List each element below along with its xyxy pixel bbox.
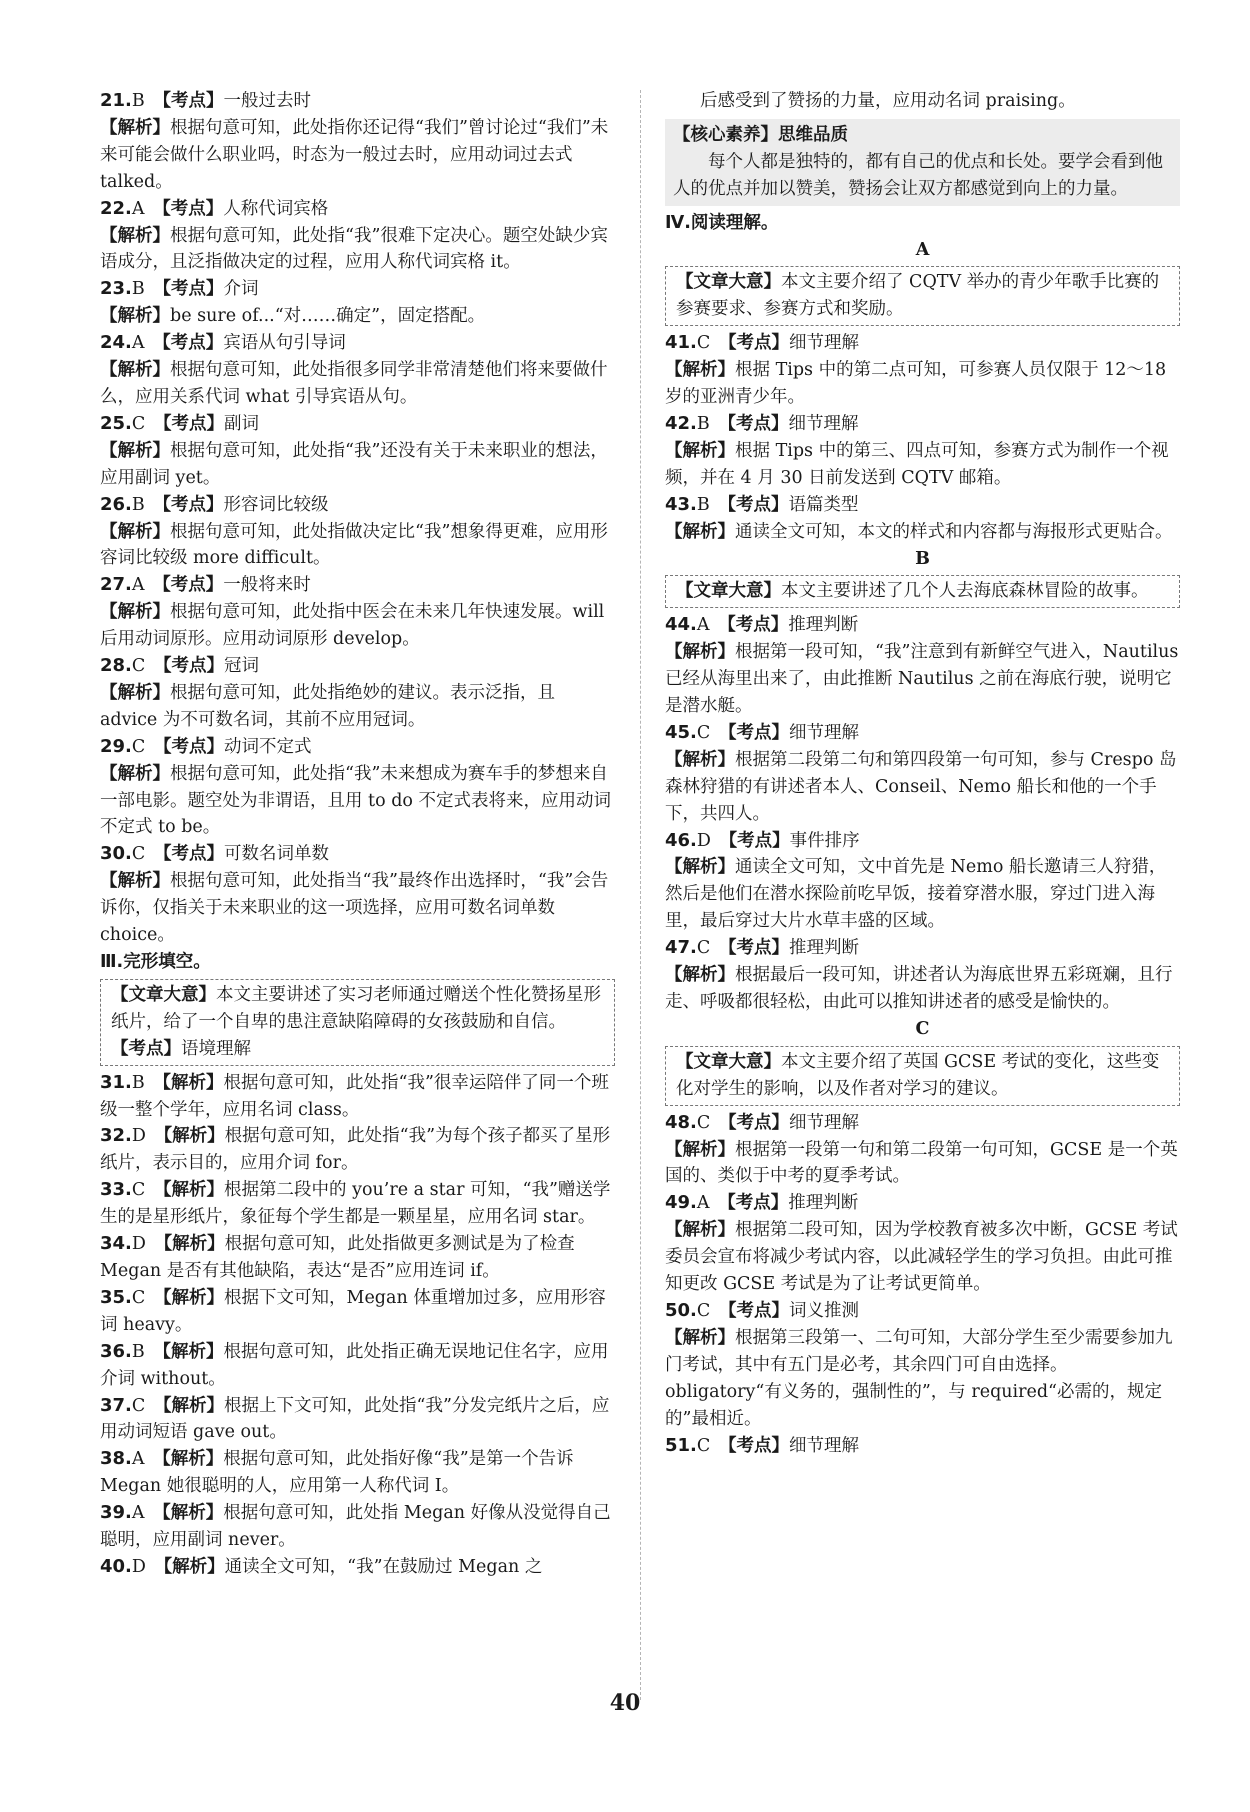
summary-box xyxy=(100,979,615,1066)
answer-letter: D xyxy=(131,1556,146,1577)
kaodian-text: 宾语从句引导词 xyxy=(223,333,346,354)
kaodian-text: 一般将来时 xyxy=(223,575,311,596)
kaodian-label: 【考点】 xyxy=(718,413,789,434)
explanation-text: 通读全文可知，文中首先是 Nemo 船长邀请三人狩猎，然后是他们在潜水探险前吃早饭，接着穿潜水服，穿过门进入海里，最后穿过大片水草丰盛的区域。 xyxy=(665,857,1167,932)
summary-line xyxy=(111,982,604,1036)
answer-letter: C xyxy=(696,722,711,743)
jiexi-label: 【解析】 xyxy=(153,1341,224,1362)
jiexi-label: 【解析】 xyxy=(153,1072,224,1093)
kaodian-text: 动词不定式 xyxy=(224,736,312,757)
question-number: 49. xyxy=(665,1192,697,1214)
answer-item xyxy=(100,841,615,868)
explanation-text: 根据下文可知，Megan 体重增加过多，应用形容词 heavy。 xyxy=(100,1287,606,1335)
explanation-text: 根据第三段第一、二句可知，大部分学生至少需要参加九门考试，其中有五门是必考，其余四门可自由选择。obligatory“有义务的，强制性的”，与 required“必需的，规定的”最相近。 xyxy=(665,1327,1173,1429)
question-number: 25. xyxy=(100,412,132,434)
explanation xyxy=(100,357,615,411)
explanation xyxy=(665,1325,1180,1433)
answer-letter: B xyxy=(131,91,145,111)
kaodian-text: 细节理解 xyxy=(789,722,860,743)
summary-label: 【文章大意】 xyxy=(676,272,781,293)
answer-item xyxy=(100,1339,615,1393)
explanation xyxy=(665,438,1180,492)
question-number: 46. xyxy=(665,829,697,851)
answer-item xyxy=(100,1554,615,1581)
kaodian-label: 【考点】 xyxy=(153,91,224,111)
question-number: 31. xyxy=(100,1071,132,1093)
answer-letter: C xyxy=(131,844,146,865)
jiexi-label: 【解析】 xyxy=(154,1180,225,1201)
kaodian-label: 【考点】 xyxy=(153,198,224,219)
summary-text: 本文主要讲述了实习老师通过赠送个性化赞扬星形纸片，给了一个自卑的患注意缺陷障碍的女孩鼓励和自信。 xyxy=(111,984,601,1032)
kaodian-text: 介词 xyxy=(223,279,259,300)
explanation-text: 根据句意可知，此处指好像“我”是第一个告诉 Megan 她很聪明的人，应用第一人称代词 I。 xyxy=(100,1449,574,1497)
core-heading xyxy=(673,122,1172,149)
answer-item xyxy=(100,1177,615,1231)
jiexi-label: 【解析】 xyxy=(100,225,170,246)
question-number: 45. xyxy=(665,721,697,743)
answer-item xyxy=(100,276,615,303)
question-number: 42. xyxy=(665,412,697,434)
answer-item xyxy=(100,1285,615,1339)
question-number: 21. xyxy=(100,90,132,111)
explanation-text: be sure of...“对……确定”，固定搭配。 xyxy=(170,306,486,327)
question-number: 32. xyxy=(100,1125,132,1147)
kaodian-text: 一般过去时 xyxy=(223,91,312,111)
answer-item xyxy=(100,411,615,438)
answer-item xyxy=(665,1298,1180,1325)
answer-letter: D xyxy=(131,1126,146,1147)
section-title: Ⅳ.阅读理解。 xyxy=(665,212,779,233)
question-number: 27. xyxy=(100,574,132,596)
explanation-text: 根据第二段第二句和第四段第一句可知，参与 Crespo 岛森林狩猎的有讲述者本人、Conseil、Nemo 船长和他的一个手下，共四人。 xyxy=(665,749,1177,824)
kaodian-text: 人称代词宾格 xyxy=(223,198,329,219)
kaodian-label: 【考点】 xyxy=(154,736,225,757)
answer-item xyxy=(100,1500,615,1554)
jiexi-label: 【解析】 xyxy=(153,1503,224,1524)
explanation-text: 根据第二段中的 you’re a star 可知，“我”赠送学生的是星形纸片，象征每个学生都是一颗星星，应用名词 star。 xyxy=(100,1180,611,1228)
explanation-text: 根据 Tips 中的第二点可知，可参赛人员仅限于 12～18 岁的亚洲青少年。 xyxy=(665,360,1167,408)
explanation xyxy=(665,1137,1180,1191)
summary-box xyxy=(665,266,1180,326)
kaodian-label: 【考点】 xyxy=(718,1193,789,1214)
kaodian-text: 语篇类型 xyxy=(788,494,859,515)
answer-item xyxy=(665,492,1180,519)
jiexi-label: 【解析】 xyxy=(100,521,170,542)
kaodian-label: 【考点】 xyxy=(719,333,790,354)
question-number: 51. xyxy=(665,1434,697,1456)
question-number: 40. xyxy=(100,1555,132,1577)
explanation-text: 根据句意可知，此处指“我”未来想成为赛车手的梦想来自一部电影。题空处为非谓语，且用 to do 不定式表将来，应用动词不定式 to be。 xyxy=(100,763,611,838)
jiexi-label: 【解析】 xyxy=(100,763,170,784)
explanation-text: 根据句意可知，此处指绝妙的建议。表示泛指，且 advice 为不可数名词，其前不应用冠词。 xyxy=(100,682,555,730)
explanation xyxy=(100,519,615,573)
question-number: 37. xyxy=(100,1394,132,1416)
question-number: 24. xyxy=(100,332,132,354)
answer-item xyxy=(100,1231,615,1285)
answer-letter: B xyxy=(131,494,145,515)
question-number: 33. xyxy=(100,1179,132,1201)
kaodian-text: 推理判断 xyxy=(788,615,859,636)
answer-item xyxy=(665,1110,1180,1137)
explanation-text: 根据 Tips 中的第三、四点可知，参赛方式为制作一个视频，并在 4 月 30 日前发送到 CQTV 邮箱。 xyxy=(665,440,1169,488)
explanation xyxy=(100,680,615,734)
kaodian-label: 【考点】 xyxy=(153,494,224,515)
kaodian-text: 副词 xyxy=(224,413,260,434)
explanation xyxy=(100,438,615,492)
question-number: 36. xyxy=(100,1340,132,1362)
question-number: 43. xyxy=(665,493,697,515)
kaodian-text: 细节理解 xyxy=(789,1112,860,1133)
explanation-text: 通读全文可知，“我”在鼓励过 Megan 之 xyxy=(224,1556,543,1577)
explanation-text: 根据句意可知，此处指“我”还没有关于未来职业的想法，应用副词 yet。 xyxy=(100,440,608,488)
kaodian-text: 推理判断 xyxy=(788,1193,859,1214)
answer-item xyxy=(665,1190,1180,1217)
answer-letter: C xyxy=(131,413,146,434)
answer-letter: B xyxy=(131,279,145,300)
section-title: Ⅲ.完形填空。 xyxy=(100,952,211,972)
summary-text: 本文主要介绍了 CQTV 举办的青少年歌手比赛的参赛要求、参赛方式和奖励。 xyxy=(676,272,1160,320)
kaodian-label: 【考点】 xyxy=(718,494,789,515)
answer-letter: B xyxy=(131,1341,145,1362)
column-divider xyxy=(640,90,641,1700)
jiexi-label: 【解析】 xyxy=(665,521,735,542)
kaodian-label: 【考点】 xyxy=(153,575,224,596)
explanation xyxy=(665,854,1180,935)
kaodian-label: 【考点】 xyxy=(719,1435,790,1456)
explanation-text: 根据第一段第一句和第二段第一句可知，GCSE 是一个英国的、类似于中考的夏季考试。 xyxy=(665,1139,1178,1187)
answer-item xyxy=(100,330,615,357)
answer-letter: C xyxy=(131,1395,146,1416)
explanation-text: 根据句意可知，此处指“我”为每个孩子都买了星形纸片，表示目的，应用介词 for。 xyxy=(100,1126,611,1174)
kaodian-text: 冠词 xyxy=(224,656,260,677)
kaodian-text: 细节理解 xyxy=(788,413,859,434)
summary-label: 【文章大意】 xyxy=(676,1051,781,1072)
explanation-text: 通读全文可知，本文的样式和内容都与海报形式更贴合。 xyxy=(735,521,1173,542)
jiexi-label: 【解析】 xyxy=(665,440,735,461)
jiexi-label: 【解析】 xyxy=(665,749,735,770)
jiexi-label: 【解析】 xyxy=(154,1395,225,1416)
kaodian-label: 【考点】 xyxy=(153,333,224,354)
question-number: 47. xyxy=(665,937,697,959)
answer-item xyxy=(100,196,615,223)
answer-letter: C xyxy=(696,1435,711,1456)
kaodian-label: 【考点】 xyxy=(719,1300,790,1321)
question-number: 29. xyxy=(100,735,132,757)
question-number: 39. xyxy=(100,1502,132,1524)
explanation-continuation: 后感受到了赞扬的力量，应用动名词 praising。 xyxy=(700,91,1076,111)
answer-letter: C xyxy=(696,938,711,959)
question-number: 44. xyxy=(665,614,697,636)
answer-letter: A xyxy=(131,198,145,219)
jiexi-label: 【解析】 xyxy=(154,1126,225,1147)
summary-label: 【文章大意】 xyxy=(676,581,781,602)
summary-box xyxy=(665,1046,1180,1106)
explanation xyxy=(665,639,1180,720)
answer-letter: A xyxy=(696,615,710,636)
passage-letter: A xyxy=(915,239,930,260)
explanation xyxy=(100,868,615,949)
jiexi-label: 【解析】 xyxy=(100,440,170,461)
kaodian-text: 形容词比较级 xyxy=(223,494,329,515)
kaodian-label: 【考点】 xyxy=(719,1112,790,1133)
explanation xyxy=(100,223,615,277)
core-literacy-box xyxy=(665,119,1180,206)
kaodian-text: 推理判断 xyxy=(789,938,860,959)
explanation xyxy=(100,761,615,842)
answer-letter: D xyxy=(131,1234,146,1255)
explanation xyxy=(665,519,1180,546)
kaodian-text: 词义推测 xyxy=(789,1300,860,1321)
answer-letter: C xyxy=(696,1300,711,1321)
summary-label: 【文章大意】 xyxy=(111,984,216,1005)
kaodian-text: 语境理解 xyxy=(181,1038,251,1059)
answer-item xyxy=(100,734,615,761)
answer-letter: B xyxy=(696,413,710,434)
explanation xyxy=(100,303,615,330)
question-number: 26. xyxy=(100,493,132,515)
jiexi-label: 【解析】 xyxy=(665,1327,735,1348)
kaodian-label: 【考点】 xyxy=(154,656,225,677)
question-number: 23. xyxy=(100,278,132,300)
jiexi-label: 【解析】 xyxy=(665,965,735,986)
kaodian-line xyxy=(111,1036,604,1063)
kaodian-text: 细节理解 xyxy=(789,333,860,354)
question-number: 38. xyxy=(100,1448,132,1470)
jiexi-label: 【解析】 xyxy=(154,1234,225,1255)
summary-text: 本文主要讲述了几个人去海底森林冒险的故事。 xyxy=(781,581,1149,602)
answer-item xyxy=(100,572,615,599)
kaodian-label: 【考点】 xyxy=(719,938,790,959)
question-number: 34. xyxy=(100,1233,132,1255)
answer-item xyxy=(100,1446,615,1500)
kaodian-label: 【考点】 xyxy=(154,844,225,865)
question-number: 35. xyxy=(100,1286,132,1308)
answer-item xyxy=(665,828,1180,855)
answer-letter: B xyxy=(696,494,710,515)
question-number: 28. xyxy=(100,655,132,677)
explanation-text: 根据第二段可知，因为学校教育被多次中断，GCSE 考试委员会宣布将减少考试内容，以此减轻学生的学习负担。由此可推知更改 GCSE 考试是为了让考试更简单。 xyxy=(665,1220,1178,1295)
answer-letter: A xyxy=(131,575,145,596)
answer-letter: D xyxy=(696,830,711,851)
right-column xyxy=(665,88,1180,1459)
kaodian-label: 【考点】 xyxy=(154,413,225,434)
answer-item xyxy=(665,612,1180,639)
answer-item xyxy=(665,330,1180,357)
question-number: 41. xyxy=(665,332,697,354)
question-number: 30. xyxy=(100,843,132,865)
answer-item xyxy=(100,1123,615,1177)
explanation xyxy=(665,1217,1180,1298)
explanation-text: 根据句意可知，此处指“我”很幸运陪伴了同一个班级一整个学年，应用名词 class。 xyxy=(100,1072,609,1120)
jiexi-label: 【解析】 xyxy=(153,1449,224,1470)
explanation-text: 根据最后一段可知，讲述者认为海底世界五彩斑斓，且行走、呼吸都很轻松，由此可以推知讲述者的感受是愉快的。 xyxy=(665,965,1173,1012)
explanation-text: 根据句意可知，此处指做更多测试是为了检查 Megan 是否有其他缺陷，表达“是否”应用连词 if。 xyxy=(100,1234,575,1281)
summary-box xyxy=(665,575,1180,608)
kaodian-label: 【考点】 xyxy=(719,722,790,743)
explanation-text: 根据句意可知，此处指 Megan 好像从没觉得自己聪明，应用副词 never。 xyxy=(100,1503,611,1551)
explanation-text: 根据句意可知，此处指“我”很难下定决心。题空处缺少宾语成分，且泛指做决定的过程，应用人称代词宾格 it。 xyxy=(100,225,608,273)
explanation xyxy=(665,357,1180,411)
answer-letter: C xyxy=(131,1287,146,1308)
passage-letter: B xyxy=(915,548,930,569)
kaodian-text: 事件排序 xyxy=(789,830,860,851)
explanation-text: 根据句意可知，此处指当“我”最终作出选择时，“我”会告诉你，仅指关于未来职业的这一项选择，应用可数名词单数 choice。 xyxy=(100,871,609,946)
kaodian-label: 【考点】 xyxy=(111,1038,181,1059)
jiexi-label: 【解析】 xyxy=(100,682,170,703)
core-body: 每个人都是独特的，都有自己的优点和长处。要学会看到他人的优点并加以赞美，赞扬会让双方都感觉到向上的力量。 xyxy=(673,151,1163,199)
question-number: 50. xyxy=(665,1299,697,1321)
answer-letter: A xyxy=(131,1503,145,1524)
question-number: 48. xyxy=(665,1111,697,1133)
summary-text: 本文主要介绍了英国 GCSE 考试的变化，这些变化对学生的影响，以及作者对学习的建议。 xyxy=(676,1051,1160,1099)
passage-letter: C xyxy=(915,1018,930,1039)
answer-item xyxy=(100,653,615,680)
jiexi-label: 【解析】 xyxy=(665,1220,735,1241)
answer-letter: C xyxy=(131,656,146,677)
left-column xyxy=(100,88,615,1581)
answer-letter: C xyxy=(131,736,146,757)
answer-letter: C xyxy=(131,1180,146,1201)
answer-letter: B xyxy=(131,1072,145,1093)
answer-letter: C xyxy=(696,1112,711,1133)
explanation-text: 根据第一段可知，“我”注意到有新鲜空气进入，Nautilus 已经从海里出来了，由此推断 Nautilus 之前在海底行驶，说明它是潜水艇。 xyxy=(665,642,1179,717)
explanation xyxy=(665,962,1180,1016)
answer-item xyxy=(100,88,615,115)
jiexi-label: 【解析】 xyxy=(100,360,170,381)
answer-item xyxy=(665,935,1180,962)
kaodian-label: 【考点】 xyxy=(153,279,224,300)
kaodian-text: 细节理解 xyxy=(789,1435,860,1456)
jiexi-label: 【解析】 xyxy=(100,602,170,623)
explanation-text: 根据上下文可知，此处指“我”分发完纸片之后，应用动词短语 gave out。 xyxy=(100,1395,610,1443)
jiexi-label: 【解析】 xyxy=(665,642,735,663)
explanation-text: 根据句意可知，此处指很多同学非常清楚他们将来要做什么，应用关系代词 what 引导宾语从句。 xyxy=(100,360,608,407)
answer-letter: A xyxy=(696,1193,710,1214)
jiexi-label: 【解析】 xyxy=(154,1287,225,1308)
answer-item xyxy=(665,411,1180,438)
explanation xyxy=(100,115,615,196)
explanation-text: 根据句意可知，此处指正确无误地记住名字，应用介词 without。 xyxy=(100,1341,609,1389)
jiexi-label: 【解析】 xyxy=(100,306,170,327)
jiexi-label: 【解析】 xyxy=(154,1556,225,1577)
kaodian-label: 【考点】 xyxy=(718,615,789,636)
question-number: 22. xyxy=(100,197,132,219)
jiexi-label: 【解析】 xyxy=(665,360,735,381)
answer-item xyxy=(100,1393,615,1447)
answer-letter: A xyxy=(131,1449,145,1470)
page-number: 40 xyxy=(609,1690,641,1716)
explanation xyxy=(665,747,1180,828)
jiexi-label: 【解析】 xyxy=(100,117,170,138)
explanation-text: 根据句意可知，此处指做决定比“我”想象得更难，应用形容词比较级 more difficult。 xyxy=(100,521,608,569)
jiexi-label: 【解析】 xyxy=(665,1139,735,1160)
kaodian-label: 【考点】 xyxy=(719,830,790,851)
core-title: 思维品质 xyxy=(778,124,848,145)
answer-item xyxy=(100,492,615,519)
core-label: 【核心素养】 xyxy=(673,124,778,145)
explanation-text: 根据句意可知，此处指中医会在未来几年快速发展。will 后用动词原形。应用动词原形 develop。 xyxy=(100,602,605,650)
kaodian-text: 可数名词单数 xyxy=(224,844,330,865)
answer-item xyxy=(665,720,1180,747)
jiexi-label: 【解析】 xyxy=(665,857,735,878)
jiexi-label: 【解析】 xyxy=(100,871,170,892)
explanation xyxy=(100,599,615,653)
answer-letter: A xyxy=(131,333,145,354)
answer-item xyxy=(665,1433,1180,1460)
explanation-text: 根据句意可知，此处指你还记得“我们”曾讨论过“我们”未来可能会做什么职业吗，时态为一般过去时，应用动词过去式 talked。 xyxy=(100,117,609,192)
answer-letter: C xyxy=(696,333,711,354)
answer-item xyxy=(100,1070,615,1124)
